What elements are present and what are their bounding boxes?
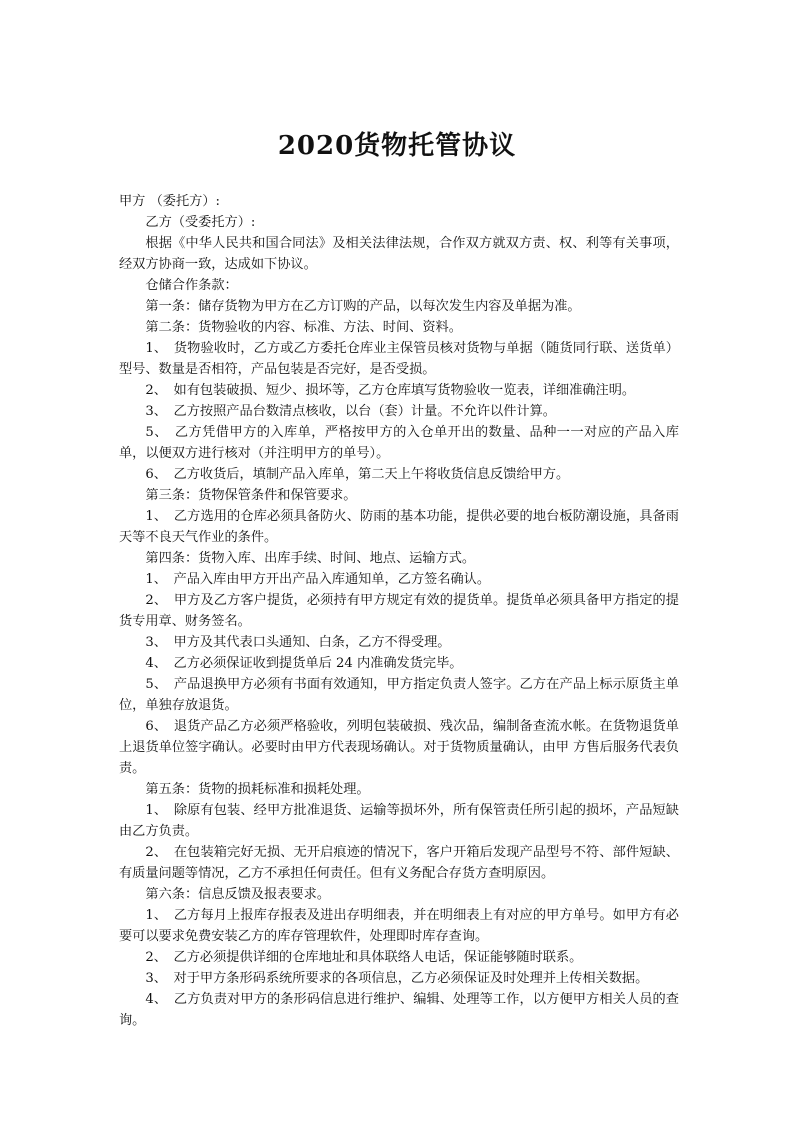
paragraph: 2、 甲方及乙方客户提货，必须持有甲方规定有效的提货单。提货单必须具备甲方指定的提货专用章、财务签名。	[119, 593, 679, 629]
paragraph: 甲方 （委托方）:	[119, 194, 220, 209]
paragraph: 5、 乙方凭借甲方的入库单，严格按甲方的入仓单开出的数量、品种一一对应的产品入库单，以便双方进行核对（并注明甲方的单号）。	[119, 425, 679, 461]
paragraph: 第四条：货物入库、出库手续、时间、地点、运输方式。	[145, 551, 476, 566]
document-body	[119, 191, 679, 1031]
paragraph: 2、 如有包装破损、短少、损坏等，乙方仓库填写货物验收一览表，详细准确注明。	[145, 383, 636, 398]
paragraph: 1、 乙方选用的仓库必须具备防火、防雨的基本功能，提供必要的地台板防潮设施，具备雨天等不良天气作业的条件。	[119, 509, 679, 545]
paragraph: 4、 乙方负责对甲方的条形码信息进行维护、编辑、处理等工作，以方便甲方相关人员的查询。	[119, 992, 679, 1028]
paragraph: 仓储合作条款：	[145, 278, 238, 293]
paragraph: 第六条：信息反馈及报表要求。	[145, 887, 331, 902]
paragraph: 4、 乙方必须保证收到提货单后 24 内准确发货完毕。	[145, 656, 463, 671]
paragraph: 3、 乙方按照产品台数清点核收，以台（套）计量。不允许以件计算。	[145, 404, 556, 419]
paragraph: 第一条：储存货物为甲方在乙方订购的产品，以每次发生内容及单据为准。	[145, 299, 581, 314]
paragraph: 乙方（受委托方）:	[145, 215, 256, 230]
paragraph: 3、 对于甲方条形码系统所要求的各项信息，乙方必须保证及时处理并上传相关数据。	[145, 971, 649, 986]
paragraph: 第三条：货物保管条件和保管要求。	[145, 488, 357, 503]
paragraph: 1、 除原有包装、经甲方批准退货、运输等损坏外，所有保管责任所引起的损坏，产品短缺由乙方负责。	[119, 803, 679, 839]
paragraph: 根据《中华人民共和国合同法》及相关法律法规，合作双方就双方责、权、利等有关事项，经双方协商一致，达成如下协议。	[119, 236, 679, 272]
paragraph: 5、 产品退换甲方必须有书面有效通知，甲方指定负责人签字。乙方在产品上标示原货主单位，单独存放退货。	[119, 677, 679, 713]
paragraph: 1、 货物验收时，乙方或乙方委托仓库业主保管员核对货物与单据（随货同行联、送货单）型号、数量是否相符，产品包装是否完好，是否受损。	[119, 341, 679, 377]
paragraph: 第二条：货物验收的内容、标准、方法、时间、资料。	[145, 320, 462, 335]
document-title: 2020货物托管协议	[277, 131, 517, 161]
paragraph: 3、 甲方及其代表口头通知、白条，乙方不得受理。	[145, 635, 451, 650]
paragraph: 6、 乙方收货后，填制产品入库单，第二天上午将收货信息反馈给甲方。	[145, 467, 570, 482]
paragraph: 6、 退货产品乙方必须严格验收，列明包装破损、残次品，编制备查流水帐。在货物退货单上退货单位签字确认。必要时由甲方代表现场确认。对于货物质量确认，由甲 方售后服务代表负责。	[119, 719, 679, 776]
paragraph: 1、 乙方每月上报库存报表及进出存明细表，并在明细表上有对应的甲方单号。如甲方有必要可以要求免费安装乙方的库存管理软件，处理即时库存查询。	[119, 908, 679, 944]
paragraph: 2、 在包装箱完好无损、无开启痕迹的情况下，客户开箱后发现产品型号不符、部件短缺、有质量问题等情况，乙方不承担任何责任。但有义务配合存货方查明原因。	[119, 845, 679, 881]
paragraph: 2、 乙方必须提供详细的仓库地址和具体联络人电话，保证能够随时联系。	[145, 950, 583, 965]
paragraph: 第五条：货物的损耗标准和损耗处理。	[145, 782, 370, 797]
paragraph: 1、 产品入库由甲方开出产品入库通知单，乙方签名确认。	[145, 572, 491, 587]
